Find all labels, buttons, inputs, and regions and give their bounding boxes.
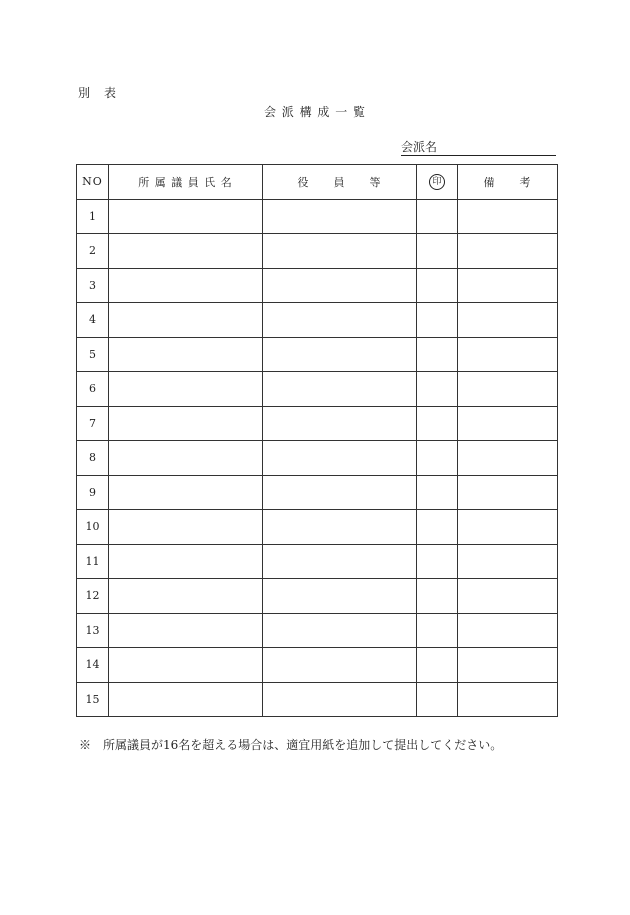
table-row	[77, 372, 558, 407]
header-member-name: 所 属 議 員 氏 名	[109, 165, 263, 200]
row-number: 12	[77, 579, 109, 614]
table-row	[77, 579, 558, 614]
faction-name-field[interactable]	[401, 140, 556, 156]
seal-cell[interactable]	[417, 303, 458, 338]
table-row	[77, 648, 558, 683]
remarks-cell[interactable]	[458, 475, 558, 510]
seal-cell[interactable]	[417, 510, 458, 545]
seal-cell[interactable]	[417, 544, 458, 579]
table-row	[77, 475, 558, 510]
row-number: 3	[77, 268, 109, 303]
remarks-cell[interactable]	[458, 613, 558, 648]
seal-icon: 印	[429, 174, 445, 190]
role-cell[interactable]	[263, 579, 417, 614]
remarks-cell[interactable]	[458, 406, 558, 441]
table-row	[77, 544, 558, 579]
member-name-cell[interactable]	[109, 544, 263, 579]
role-cell[interactable]	[263, 199, 417, 234]
role-cell[interactable]	[263, 613, 417, 648]
member-name-cell[interactable]	[109, 613, 263, 648]
remarks-cell[interactable]	[458, 441, 558, 476]
roster-body	[77, 199, 558, 717]
seal-cell[interactable]	[417, 337, 458, 372]
role-cell[interactable]	[263, 510, 417, 545]
role-cell[interactable]	[263, 475, 417, 510]
remarks-cell[interactable]	[458, 303, 558, 338]
page-title: 会 派 構 成 一 覧	[263, 105, 367, 119]
table-row	[77, 303, 558, 338]
seal-cell[interactable]	[417, 268, 458, 303]
seal-cell[interactable]	[417, 234, 458, 269]
table-row	[77, 337, 558, 372]
member-name-cell[interactable]	[109, 337, 263, 372]
row-number: 2	[77, 234, 109, 269]
footnote: ※ 所属議員が16名を超える場合は、適宜用紙を追加して提出してください。	[79, 738, 503, 752]
seal-cell[interactable]	[417, 372, 458, 407]
row-number: 10	[77, 510, 109, 545]
remarks-cell[interactable]	[458, 579, 558, 614]
appendix-label: 別 表	[78, 86, 118, 100]
seal-cell[interactable]	[417, 648, 458, 683]
header-remarks: 備 考	[458, 165, 558, 200]
faction-name-label: 会派名	[401, 140, 438, 154]
remarks-cell[interactable]	[458, 682, 558, 717]
member-name-cell[interactable]	[109, 682, 263, 717]
row-number: 13	[77, 613, 109, 648]
member-name-cell[interactable]	[109, 199, 263, 234]
role-cell[interactable]	[263, 441, 417, 476]
role-cell[interactable]	[263, 544, 417, 579]
remarks-cell[interactable]	[458, 510, 558, 545]
table-row	[77, 199, 558, 234]
role-cell[interactable]	[263, 648, 417, 683]
header-no: NO	[77, 165, 109, 200]
seal-cell[interactable]	[417, 475, 458, 510]
member-name-cell[interactable]	[109, 579, 263, 614]
row-number: 6	[77, 372, 109, 407]
remarks-cell[interactable]	[458, 234, 558, 269]
row-number: 9	[77, 475, 109, 510]
table-row	[77, 613, 558, 648]
seal-cell[interactable]	[417, 682, 458, 717]
member-roster-table	[76, 164, 558, 717]
table-row	[77, 234, 558, 269]
seal-cell[interactable]	[417, 441, 458, 476]
header-seal	[417, 165, 458, 200]
row-number: 4	[77, 303, 109, 338]
remarks-cell[interactable]	[458, 372, 558, 407]
row-number: 7	[77, 406, 109, 441]
table-row	[77, 682, 558, 717]
header-role: 役 員 等	[263, 165, 417, 200]
member-name-cell[interactable]	[109, 372, 263, 407]
seal-cell[interactable]	[417, 579, 458, 614]
role-cell[interactable]	[263, 682, 417, 717]
seal-cell[interactable]	[417, 199, 458, 234]
member-name-cell[interactable]	[109, 234, 263, 269]
remarks-cell[interactable]	[458, 648, 558, 683]
seal-cell[interactable]	[417, 406, 458, 441]
table-row	[77, 406, 558, 441]
role-cell[interactable]	[263, 268, 417, 303]
row-number: 5	[77, 337, 109, 372]
remarks-cell[interactable]	[458, 544, 558, 579]
role-cell[interactable]	[263, 303, 417, 338]
member-name-cell[interactable]	[109, 441, 263, 476]
row-number: 11	[77, 544, 109, 579]
row-number: 1	[77, 199, 109, 234]
table-row	[77, 510, 558, 545]
role-cell[interactable]	[263, 234, 417, 269]
seal-cell[interactable]	[417, 613, 458, 648]
remarks-cell[interactable]	[458, 199, 558, 234]
remarks-cell[interactable]	[458, 337, 558, 372]
role-cell[interactable]	[263, 372, 417, 407]
member-name-cell[interactable]	[109, 510, 263, 545]
table-row	[77, 268, 558, 303]
table-row	[77, 441, 558, 476]
role-cell[interactable]	[263, 337, 417, 372]
member-name-cell[interactable]	[109, 475, 263, 510]
member-name-cell[interactable]	[109, 648, 263, 683]
row-number: 15	[77, 682, 109, 717]
row-number: 8	[77, 441, 109, 476]
member-name-cell[interactable]	[109, 268, 263, 303]
table-header-row	[77, 165, 558, 200]
role-cell[interactable]	[263, 406, 417, 441]
remarks-cell[interactable]	[458, 268, 558, 303]
row-number: 14	[77, 648, 109, 683]
member-name-cell[interactable]	[109, 406, 263, 441]
member-name-cell[interactable]	[109, 303, 263, 338]
